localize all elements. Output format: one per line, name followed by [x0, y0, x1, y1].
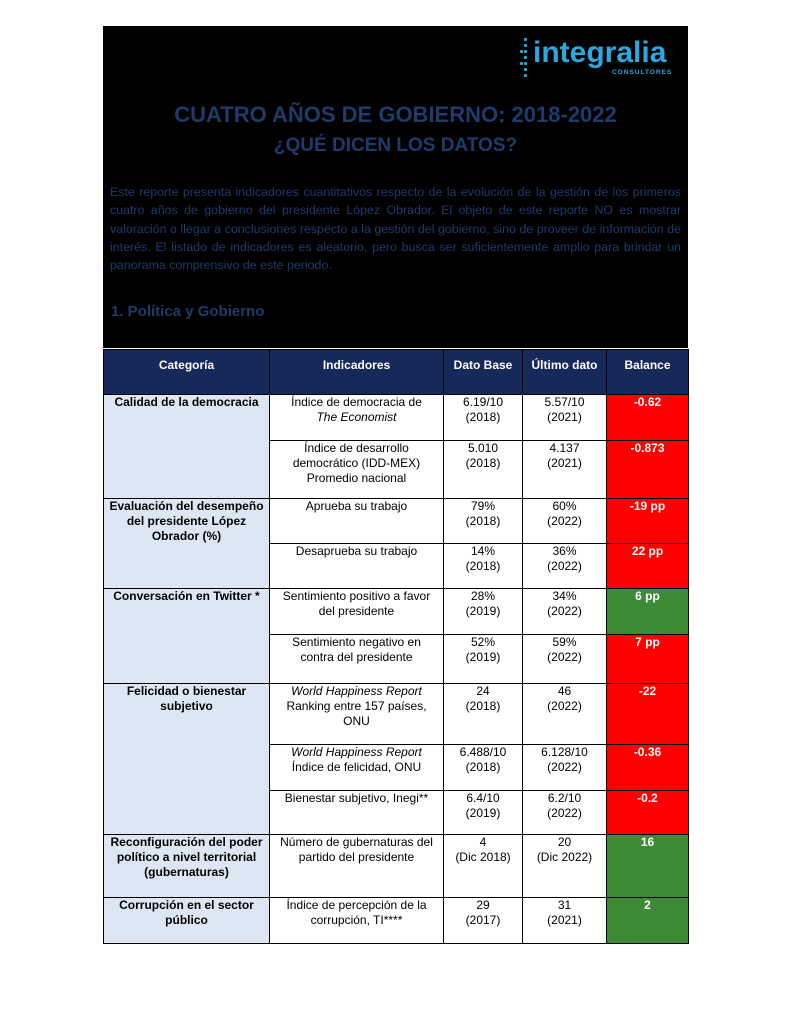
latest-value-cell	[523, 835, 607, 898]
indicator-cell	[270, 745, 444, 791]
indicator-cell	[270, 441, 444, 499]
latest-value: 36%	[552, 544, 577, 558]
latest-value: 46	[557, 684, 572, 698]
indicator-text: Aprueba su trabajo	[305, 499, 408, 513]
logo-dots-icon	[520, 38, 532, 80]
latest-value: 31	[557, 898, 572, 912]
base-date: (2019)	[465, 806, 501, 820]
category-cell: Calidad de la democracia	[104, 395, 270, 499]
latest-date: (2022)	[547, 760, 582, 774]
header-latest: Último dato	[523, 350, 607, 395]
base-value: 29	[476, 898, 490, 912]
latest-value-cell	[523, 684, 607, 745]
indicator-text: Bienestar subjetivo, Inegi**	[284, 791, 429, 805]
balance-cell: -0.2	[607, 791, 689, 835]
table-row	[104, 395, 689, 441]
indicator-text: Número de gubernaturas del partido del presidente	[280, 835, 433, 864]
indicator-text: Índice de democracia de	[291, 395, 422, 409]
base-value-cell	[444, 589, 523, 635]
latest-date: (2022)	[547, 650, 582, 664]
indicator-cell	[270, 635, 444, 684]
latest-value: 6.2/10	[547, 791, 582, 805]
latest-value-cell	[523, 791, 607, 835]
latest-date: (2022)	[547, 699, 582, 713]
latest-date: (2021)	[547, 456, 582, 470]
category-cell: Conversación en Twitter *	[104, 589, 270, 684]
base-value: 4	[479, 835, 487, 849]
base-value: 28%	[470, 589, 496, 603]
indicator-cell	[270, 544, 444, 589]
base-date: (2017)	[465, 913, 501, 927]
latest-date: (2022)	[547, 514, 582, 528]
base-value: 5.010	[467, 441, 499, 455]
base-date: (2018)	[465, 514, 501, 528]
latest-value-cell	[523, 635, 607, 684]
table-row	[104, 589, 689, 635]
category-cell: Evaluación del desempeño del presidente López Obrador (%)	[104, 499, 270, 589]
header-category: Categoría	[104, 350, 270, 395]
table-row	[104, 499, 689, 544]
page-title: CUATRO AÑOS DE GOBIERNO: 2018-2022	[174, 102, 617, 127]
latest-value-cell	[523, 395, 607, 441]
latest-value-cell	[523, 898, 607, 944]
base-date: (2018)	[465, 456, 501, 470]
latest-value: 59%	[552, 635, 577, 649]
base-value-cell	[444, 395, 523, 441]
base-value-cell	[444, 791, 523, 835]
intro-paragraph: Este reporte presenta indicadores cuantitativos respecto de la evolución de la gestión de los primeros cuatro años de gobierno del presidente López Obrador. El objeto de este reporte NO es mostrar valoración o llegar a conclusiones respecto a la gestión del gobierno, sino de proveer de información de interés. El listado de indicadores es aleatorio, pero busca ser suficientemente amplio para brindar un panorama comprensivo de este periodo.	[110, 185, 681, 273]
latest-value-cell	[523, 441, 607, 499]
latest-date: (2022)	[547, 559, 582, 573]
base-value-cell	[444, 499, 523, 544]
base-value-cell	[444, 835, 523, 898]
indicator-source: World Happiness Report	[291, 745, 422, 759]
base-value: 6.19/10	[462, 395, 504, 409]
base-date: (2018)	[465, 699, 501, 713]
category-cell: Corrupción en el sector público	[104, 898, 270, 944]
indicator-text: Índice de desarrollo democrático (IDD-MEX) Promedio nacional	[292, 441, 421, 485]
base-value: 14%	[470, 544, 496, 558]
base-value-cell	[444, 635, 523, 684]
base-date: (2018)	[465, 410, 501, 424]
balance-cell: -0.62	[607, 395, 689, 441]
base-value: 24	[476, 684, 490, 698]
base-value: 79%	[470, 499, 496, 513]
base-value: 6.488/10	[459, 745, 507, 759]
latest-date: (2022)	[547, 806, 582, 820]
latest-value-cell	[523, 589, 607, 635]
balance-cell: 7 pp	[607, 635, 689, 684]
latest-value: 34%	[552, 589, 577, 603]
balance-cell: 22 pp	[607, 544, 689, 589]
indicator-text: Sentimiento negativo en contra del presidente	[292, 635, 421, 664]
latest-value: 4.137	[549, 441, 580, 455]
balance-cell: 16	[607, 835, 689, 898]
base-value-cell	[444, 684, 523, 745]
indicator-text: Índice de felicidad, ONU	[291, 760, 422, 774]
base-value: 52%	[470, 635, 496, 649]
latest-value-cell	[523, 745, 607, 791]
indicator-cell	[270, 898, 444, 944]
table-row	[104, 835, 689, 898]
indicator-text: Ranking entre 157 países, ONU	[286, 699, 427, 728]
table-header-row	[104, 350, 689, 395]
latest-value: 6.128/10	[541, 745, 588, 759]
balance-cell: -22	[607, 684, 689, 745]
indicator-cell	[270, 791, 444, 835]
header-indicator: Indicadores	[270, 350, 444, 395]
base-value-cell	[444, 441, 523, 499]
table-row	[104, 898, 689, 944]
indicator-cell	[270, 684, 444, 745]
balance-cell: -0.873	[607, 441, 689, 499]
base-date: (2018)	[465, 559, 501, 573]
base-date: (Dic 2018)	[455, 850, 511, 864]
latest-value-cell	[523, 544, 607, 589]
logo-wordmark: integralia	[533, 36, 667, 69]
base-date: (2019)	[465, 604, 501, 618]
category-cell: Reconfiguración del poder político a nivel territorial (gubernaturas)	[104, 835, 270, 898]
page-subtitle: ¿QUÉ DICEN LOS DATOS?	[273, 135, 518, 156]
indicators-table	[103, 349, 689, 944]
balance-cell: -19 pp	[607, 499, 689, 544]
integralia-logo	[520, 34, 672, 84]
header-balance: Balance	[607, 350, 689, 395]
balance-cell: -0.36	[607, 745, 689, 791]
latest-date: (2021)	[547, 913, 582, 927]
base-value-cell	[444, 898, 523, 944]
indicator-cell	[270, 589, 444, 635]
category-cell: Felicidad o bienestar subjetivo	[104, 684, 270, 835]
latest-date: (2022)	[547, 604, 582, 618]
indicator-text: Sentimiento positivo a favor del presidente	[282, 589, 431, 618]
latest-value: 20	[557, 835, 572, 849]
header-base: Dato Base	[444, 350, 523, 395]
base-date: (2018)	[465, 760, 501, 774]
base-value: 6.4/10	[466, 791, 500, 805]
balance-cell: 2	[607, 898, 689, 944]
section-title: 1. Política y Gobierno	[111, 303, 265, 320]
latest-value: 5.57/10	[544, 395, 585, 409]
base-value-cell	[444, 745, 523, 791]
indicator-text: Índice de percepción de la corrupción, TI****	[286, 898, 427, 927]
latest-date: (Dic 2022)	[536, 850, 593, 864]
indicator-cell	[270, 499, 444, 544]
logo-subtitle: CONSULTORES	[612, 69, 673, 76]
table-row	[104, 684, 689, 745]
latest-date: (2021)	[547, 410, 582, 424]
base-date: (2019)	[465, 650, 501, 664]
indicator-source: The Economist	[316, 410, 397, 424]
indicator-source: World Happiness Report	[291, 684, 422, 698]
base-value-cell	[444, 544, 523, 589]
latest-value-cell	[523, 499, 607, 544]
indicator-cell	[270, 395, 444, 441]
balance-cell: 6 pp	[607, 589, 689, 635]
indicator-cell	[270, 835, 444, 898]
indicator-text: Desaprueba su trabajo	[295, 544, 418, 558]
latest-value: 60%	[552, 499, 577, 513]
